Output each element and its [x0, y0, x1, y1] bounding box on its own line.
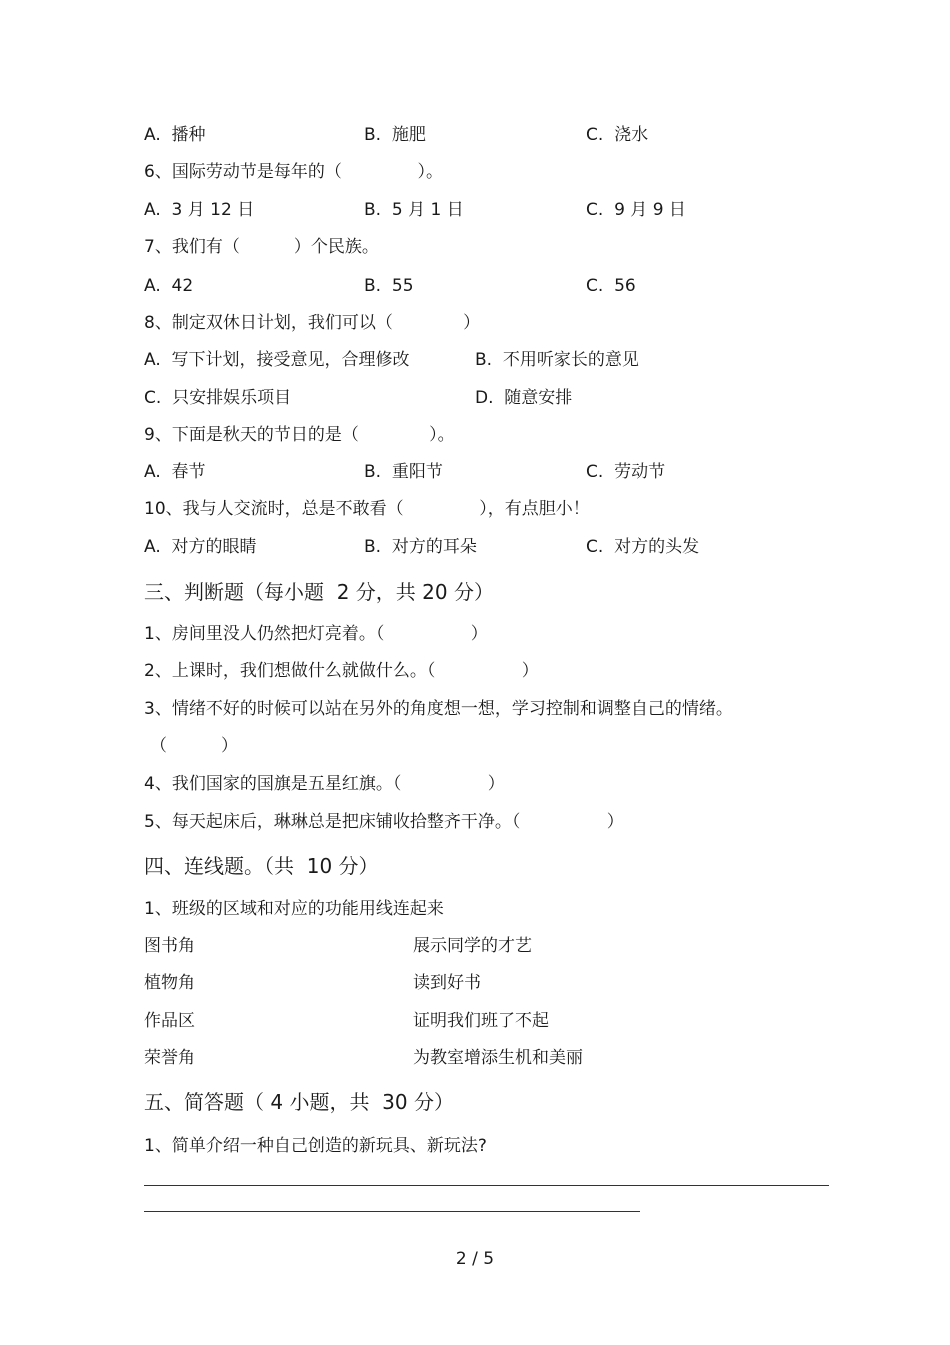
section4-title: 四、连线题。（共 10 分）: [144, 854, 379, 878]
match-right-item: 读到好书: [413, 973, 481, 993]
q10-text: 10、我与人交流时，总是不敢看（ ），有点胆小！: [144, 499, 590, 519]
q7-text: 7、我们有（ ）个民族。: [144, 237, 379, 257]
match-right-item: 展示同学的才艺: [413, 936, 532, 956]
q5-option-a: A. 播种: [144, 125, 206, 145]
q10-option-a: A. 对方的眼睛: [144, 537, 257, 557]
section3-item: 3、情绪不好的时候可以站在另外的角度想一想，学习控制和调整自己的情绪。: [144, 699, 733, 719]
match-right-item: 证明我们班了不起: [413, 1011, 549, 1031]
answer-line: [144, 1211, 640, 1212]
q8-option-d: D. 随意安排: [475, 388, 573, 408]
match-left-item: 植物角: [144, 973, 195, 993]
q8-option-b: B. 不用听家长的意见: [475, 350, 639, 370]
match-left-item: 图书角: [144, 936, 195, 956]
section3-item: 4、我们国家的国旗是五星红旗。（ ）: [144, 774, 505, 794]
q7-option-c: C. 56: [586, 276, 636, 296]
section3-item: 1、房间里没人仍然把灯亮着。（ ）: [144, 624, 488, 644]
q6-option-b: B. 5 月 1 日: [364, 200, 464, 220]
section3-item: 5、每天起床后，琳琳总是把床铺收拾整齐干净。（ ）: [144, 812, 624, 832]
q6-text: 6、国际劳动节是每年的（ ）。: [144, 162, 443, 182]
q5-option-c: C. 浇水: [586, 125, 649, 145]
answer-line: [144, 1185, 829, 1186]
q5-option-b: B. 施肥: [364, 125, 426, 145]
q8-text: 8、制定双休日计划，我们可以（ ）: [144, 313, 481, 333]
q9-option-b: B. 重阳节: [364, 462, 443, 482]
q8-option-a: A. 写下计划，接受意见，合理修改: [144, 350, 410, 370]
q7-option-b: B. 55: [364, 276, 414, 296]
q7-option-a: A. 42: [144, 276, 194, 296]
q10-option-c: C. 对方的头发: [586, 537, 700, 557]
page-number: 2 / 5: [455, 1249, 495, 1269]
q9-option-a: A. 春节: [144, 462, 206, 482]
q9-option-c: C. 劳动节: [586, 462, 666, 482]
section3-item: 2、上课时，我们想做什么就做什么。（ ）: [144, 661, 539, 681]
section3-title: 三、判断题（每小题 2 分，共 20 分）: [144, 580, 494, 604]
match-right-item: 为教室增添生机和美丽: [413, 1048, 583, 1068]
section5-title: 五、简答题（ 4 小题，共 30 分）: [144, 1090, 454, 1114]
section3-item-continuation: （ ）: [150, 736, 239, 756]
match-left-item: 作品区: [144, 1011, 195, 1031]
q10-option-b: B. 对方的耳朵: [364, 537, 477, 557]
q6-option-c: C. 9 月 9 日: [586, 200, 686, 220]
q8-option-c: C. 只安排娱乐项目: [144, 388, 292, 408]
q6-option-a: A. 3 月 12 日: [144, 200, 255, 220]
section4-prompt: 1、班级的区域和对应的功能用线连起来: [144, 899, 444, 919]
q9-text: 9、下面是秋天的节日的是（ ）。: [144, 425, 455, 445]
section5-q1: 1、简单介绍一种自己创造的新玩具、新玩法?: [144, 1136, 487, 1156]
match-left-item: 荣誉角: [144, 1048, 195, 1068]
